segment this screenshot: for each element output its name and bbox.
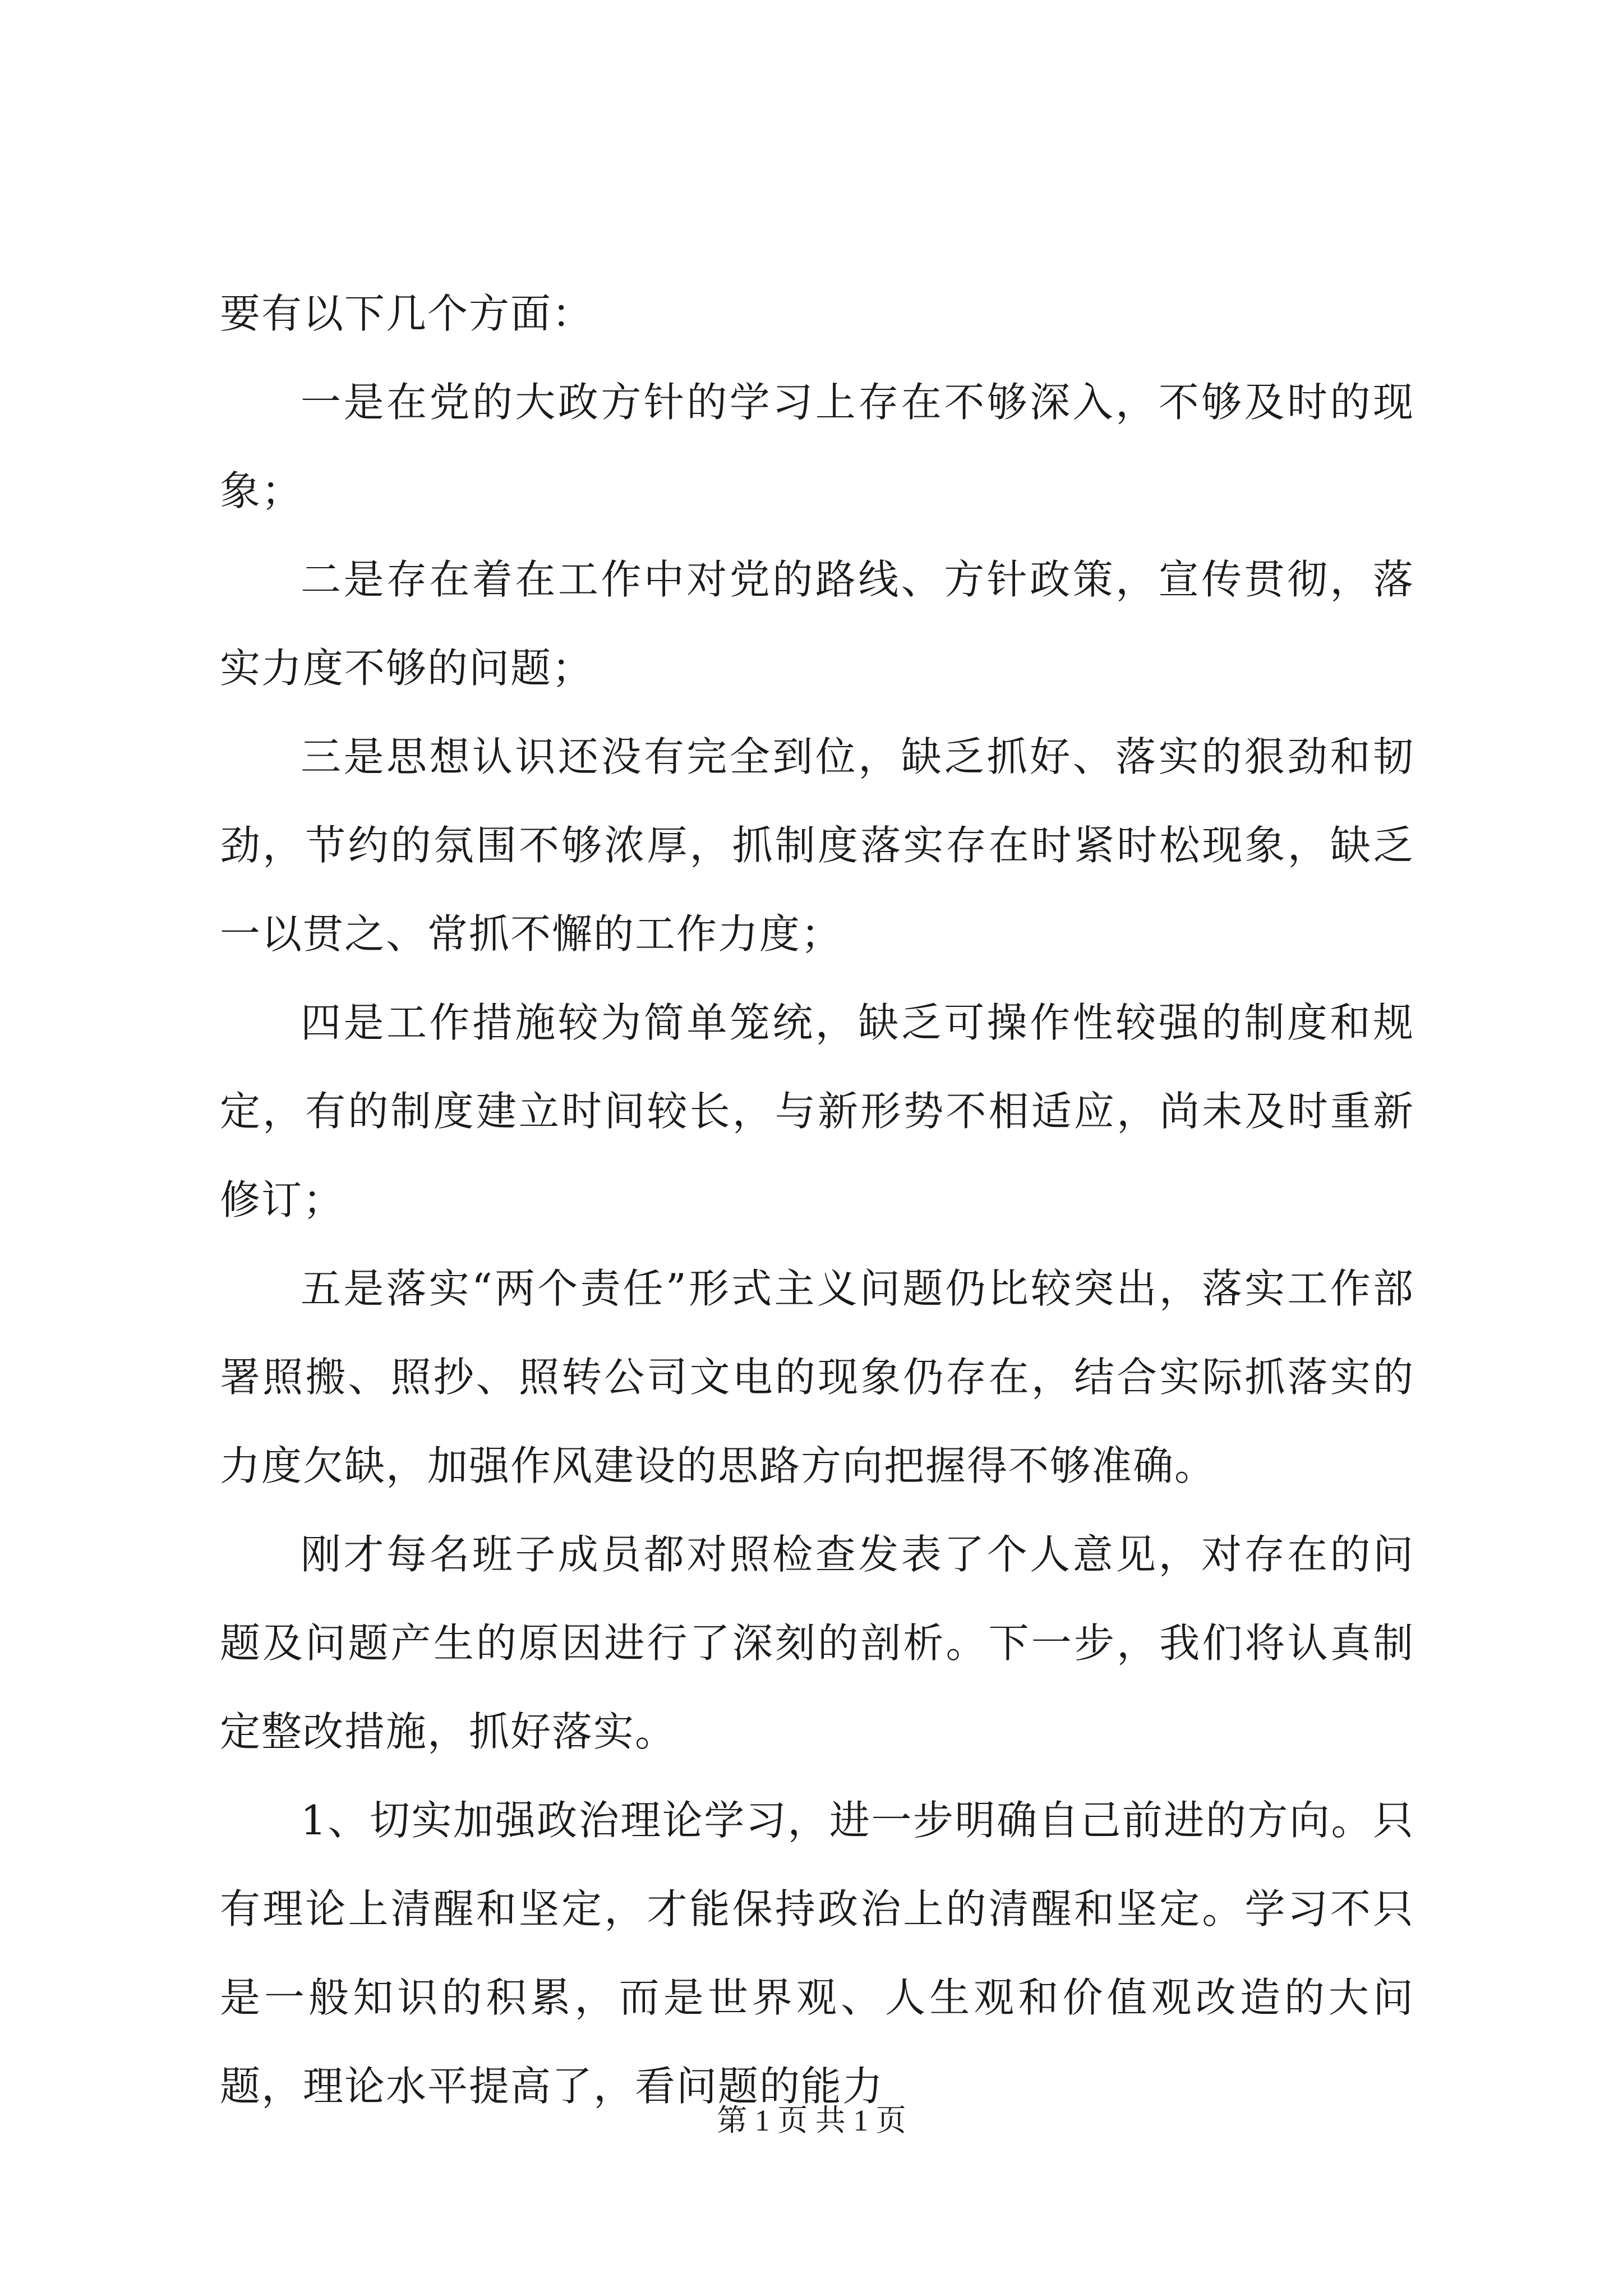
document-body [220, 269, 1414, 2131]
paragraph-item-two: 二是存在着在工作中对党的路线、方针政策，宣传贯彻，落实力度不够的问题； [220, 556, 1414, 692]
paragraph-item-one: 一是在党的大政方针的学习上存在不够深入，不够及时的现象； [220, 379, 1414, 514]
paragraph-item-four: 四是工作措施较为简单笼统，缺乏可操作性较强的制度和规定，有的制度建立时间较长，与新形势不相适应，尚未及时重新修订； [220, 999, 1414, 1223]
paragraph-measure-one: 1、切实加强政治理论学习，进一步明确自己前进的方向。只有理论上清醒和坚定，才能保持政治上的清醒和坚定。学习不只是一般知识的积累，而是世界观、人生观和价值观改造的大问题，理论水平提高了，看问题的能力 [220, 1797, 1414, 2110]
paragraph-continuation: 要有以下几个方面： [220, 290, 594, 337]
paragraph-summary: 刚才每名班子成员都对照检查发表了个人意见，对存在的问题及问题产生的原因进行了深刻的剖析。下一步，我们将认真制定整改措施，抓好落实。 [220, 1531, 1414, 1755]
paragraph-item-five: 五是落实“两个责任”形式主义问题仍比较突出，落实工作部署照搬、照抄、照转公司文电的现象仍存在，结合实际抓落实的力度欠缺，加强作风建设的思路方向把握得不够准确。 [220, 1265, 1414, 1489]
page-number-footer: 第 1 页 共 1 页 [717, 2104, 906, 2137]
paragraph-item-three: 三是思想认识还没有完全到位，缺乏抓好、落实的狠劲和韧劲，节约的氛围不够浓厚，抓制度落实存在时紧时松现象，缺乏一以贯之、常抓不懈的工作力度； [220, 733, 1414, 958]
